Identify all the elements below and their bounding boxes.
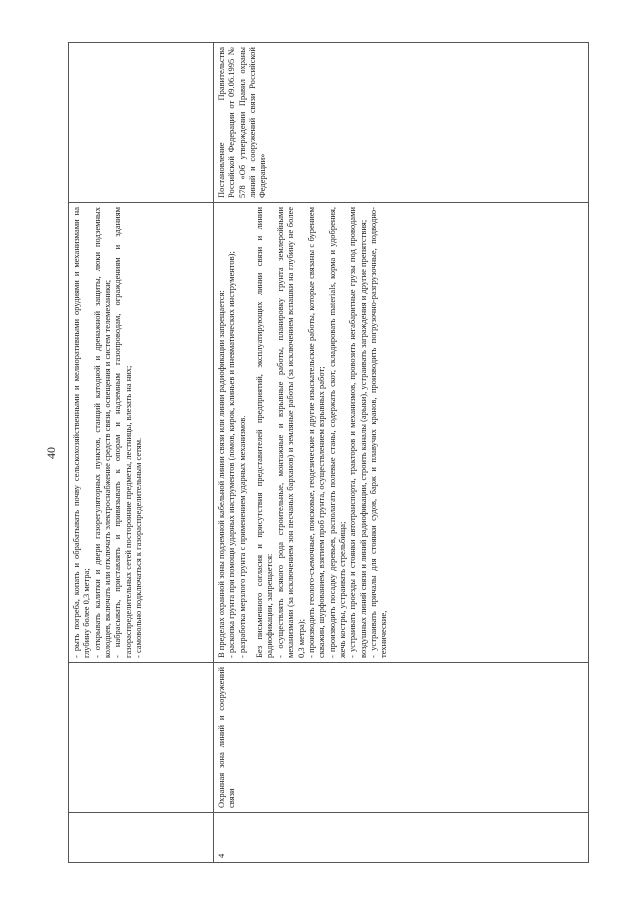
table-row-continued [69,42,214,862]
cell-number: 4 [214,812,589,862]
cell-document [214,42,589,202]
restriction-line: - рыть погреба, копать и обрабатывать почву сельскохозяйственными и мелиоративными орудиями и механизмами на глубину более 0,3 метра; [71,206,92,658]
zones-table [68,42,589,863]
table-row-communications [214,42,589,862]
restriction-line: - самовольно подключаться к газораспределительным сетям. [133,437,144,658]
restriction-line: - устраивать проезды и стоянки автотранспорта, тракторов и механизмов, провозить негабаритные грузы под проводами воздушных линий связи и линий радиофикации, строить каналы (арыки), устраивать заграждения и другие препятствия; [347,206,368,658]
paragraph-gap [247,207,254,658]
restriction-line: - раскопка грунта при помощи ударных инструментов (ломов, кирок, клиньев и пневматических инструментов); [226,250,237,658]
restriction-line: - производить посадку деревьев, располагать полевые станы, содержать скот, складировать materials, корма и удобрения, жечь костры, устраивать стрельбища; [326,206,347,658]
restriction-line: - открывать калитки и двери газорегуляторных пунктов, станций катодной и дренажной защиты, люки подземных колодцев, включать или отключать электроснабжение средств связи, освещения и систем телемеханики; [91,206,113,658]
cell-document-empty [69,42,214,202]
cell-zone-name [214,662,589,812]
cell-name-empty [69,662,214,812]
restriction-line: - производить геолого-съемочные, поисковые, геодезические и другие изыскательские работы, которые связаны с бурением скважин, шурфованием, взятием проб грунта, осуществлением взрывных работ; [305,206,327,658]
page-number: 40 [44,446,58,459]
rotated-page [40,43,600,863]
zone-name: Охранная зона линий и сооружений связи [216,666,237,808]
cell-number-empty [69,812,214,862]
restriction-line: В пределах охранной зоны подземной кабельной линии связи или линии радиофикации запрещается: [216,289,226,658]
restriction-line: Без письменного согласия и присутствия представителей предприятий, эксплуатирующих линии связи и линии радиофикации, запрещается: [254,206,275,658]
restriction-line: - осуществлять всякого рода строительные, монтажные и взрывные работы, планировку грунта землеройными механизмами (за исключением зон песчаных барханов) и земляные работы (за исключением вспашки на глубину не более 0,3 метра); [274,206,306,658]
restriction-line: - устраивать причалы для стоянки судов, барж и плавучих кранов, производить погрузочно-разгрузочные, подводно-технические, [368,206,389,658]
restriction-line: - набрасывать, приставлять и привязывать к опорам и надземным газопроводам, ограждениям и зданиям газораспределительных сетей посторонние предметы, лестницы, влезать на них; [112,206,133,658]
legal-document: Постановление Правительства Российской Федерации от 09.06.1995 № 578 «Об утверждении Правил охраны линий и сооружений связи Российской Федерации» [216,46,268,198]
cell-restrictions-continued [69,202,214,662]
cell-restrictions [214,202,589,662]
restriction-line: - разработка мерзлого грунта с применением ударных механизмов. [236,415,247,658]
